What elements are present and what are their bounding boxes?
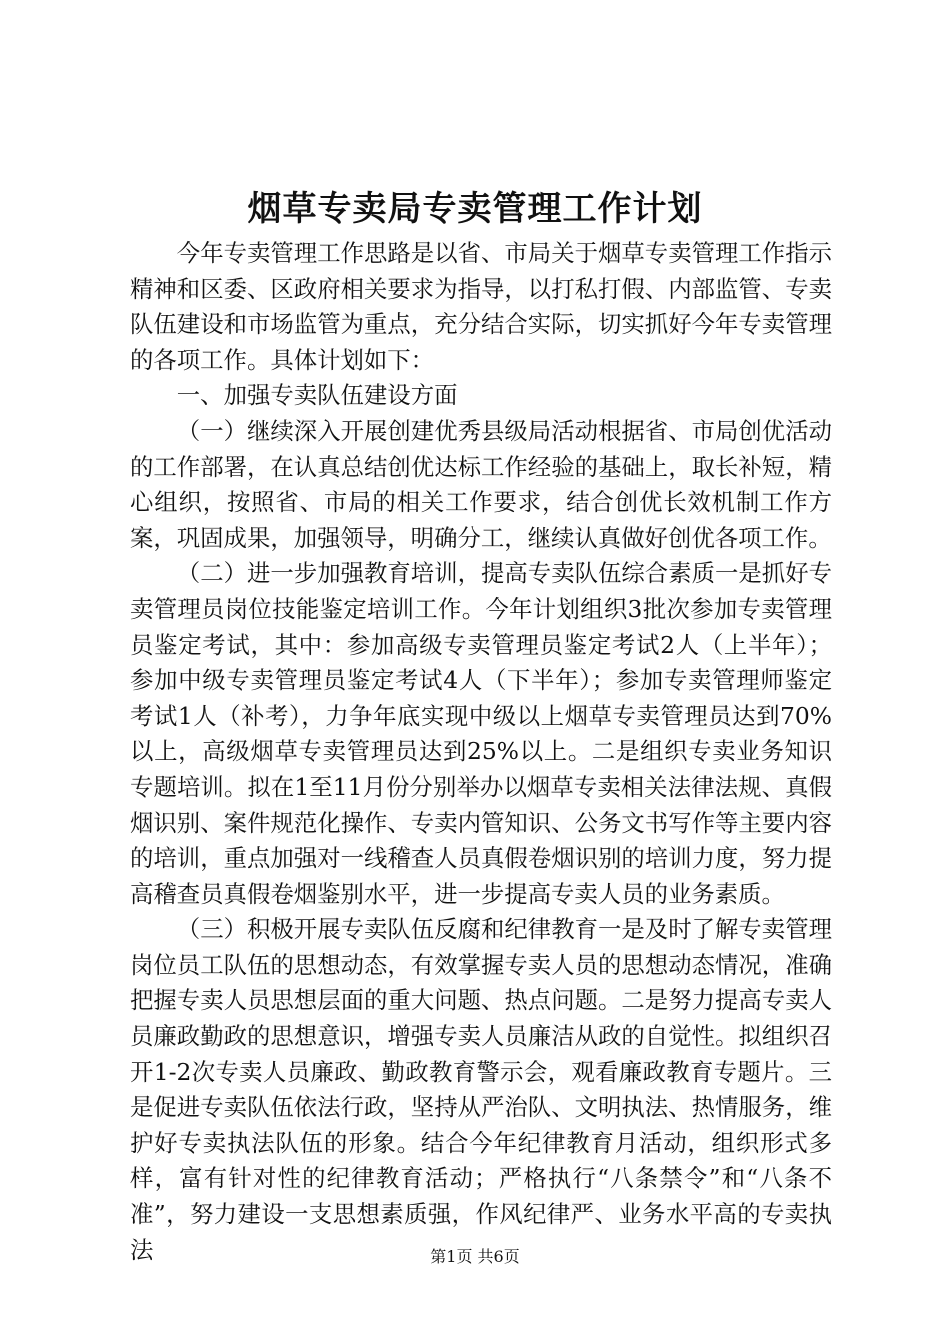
paragraph-2: （二）进一步加强教育培训，提高专卖队伍综合素质一是抓好专卖管理员岗位技能鉴定培训工作。今年计划组织3批次参加专卖管理员鉴定考试，其中：参加高级专卖管理员鉴定考试2人（上半年）；参加中级专卖管理员鉴定考试4人（下半年）；参加专卖管理师鉴定考试1人（补考），力争年底实现中级以上烟草专卖管理员达到70%以上，高级烟草专卖管理员达到25%以上。二是组织专卖业务知识专题培训。拟在1至11月份分别举办以烟草专卖相关法律法规、真假烟识别、案件规范化操作、专卖内管知识、公务文书写作等主要内容的培训，重点加强对一线稽查人员真假卷烟识别的培训力度，努力提高稽查员真假卷烟鉴别水平，进一步提高专卖人员的业务素质。 bbox=[130, 559, 832, 908]
document-body bbox=[130, 236, 832, 1268]
section-heading: 一、加强专卖队伍建设方面 bbox=[176, 381, 458, 410]
paragraph-1: （一）继续深入开展创建优秀县级局活动根据省、市局创优活动的工作部署，在认真总结创优达标工作经验的基础上，取长补短，精心组织，按照省、市局的相关工作要求，结合创优长效机制工作方案，巩固成果，加强领导，明确分工，继续认真做好创优各项工作。 bbox=[130, 416, 832, 552]
paragraph-3: （三）积极开展专卖队伍反腐和纪律教育一是及时了解专卖管理岗位员工队伍的思想动态，有效掌握专卖人员的思想动态情况，准确把握专卖人员思想层面的重大问题、热点问题。二是努力提高专卖人员廉政勤政的思想意识，增强专卖人员廉洁从政的自觉性。拟组织召开1-2次专卖人员廉政、勤政教育警示会，观看廉政教育专题片。三是促进专卖队伍依法行政，坚持从严治队、文明执法、热情服务，维护好专卖执法队伍的形象。结合今年纪律教育月活动，组织形式多样，富有针对性的纪律教育活动；严格执行“八条禁令”和“八条不准”，努力建设一支思想素质强，作风纪律严、业务水平高的专卖执法 bbox=[130, 915, 832, 1264]
intro-paragraph: 今年专卖管理工作思路是以省、市局关于烟草专卖管理工作指示精神和区委、区政府相关要求为指导，以打私打假、内部监管、专卖队伍建设和市场监管为重点，充分结合实际，切实抓好今年专卖管理的各项工作。具体计划如下： bbox=[130, 239, 832, 374]
document-title: 烟草专卖局专卖管理工作计划 bbox=[247, 189, 703, 229]
page-number-footer: 第1页 共6页 bbox=[430, 1247, 520, 1266]
